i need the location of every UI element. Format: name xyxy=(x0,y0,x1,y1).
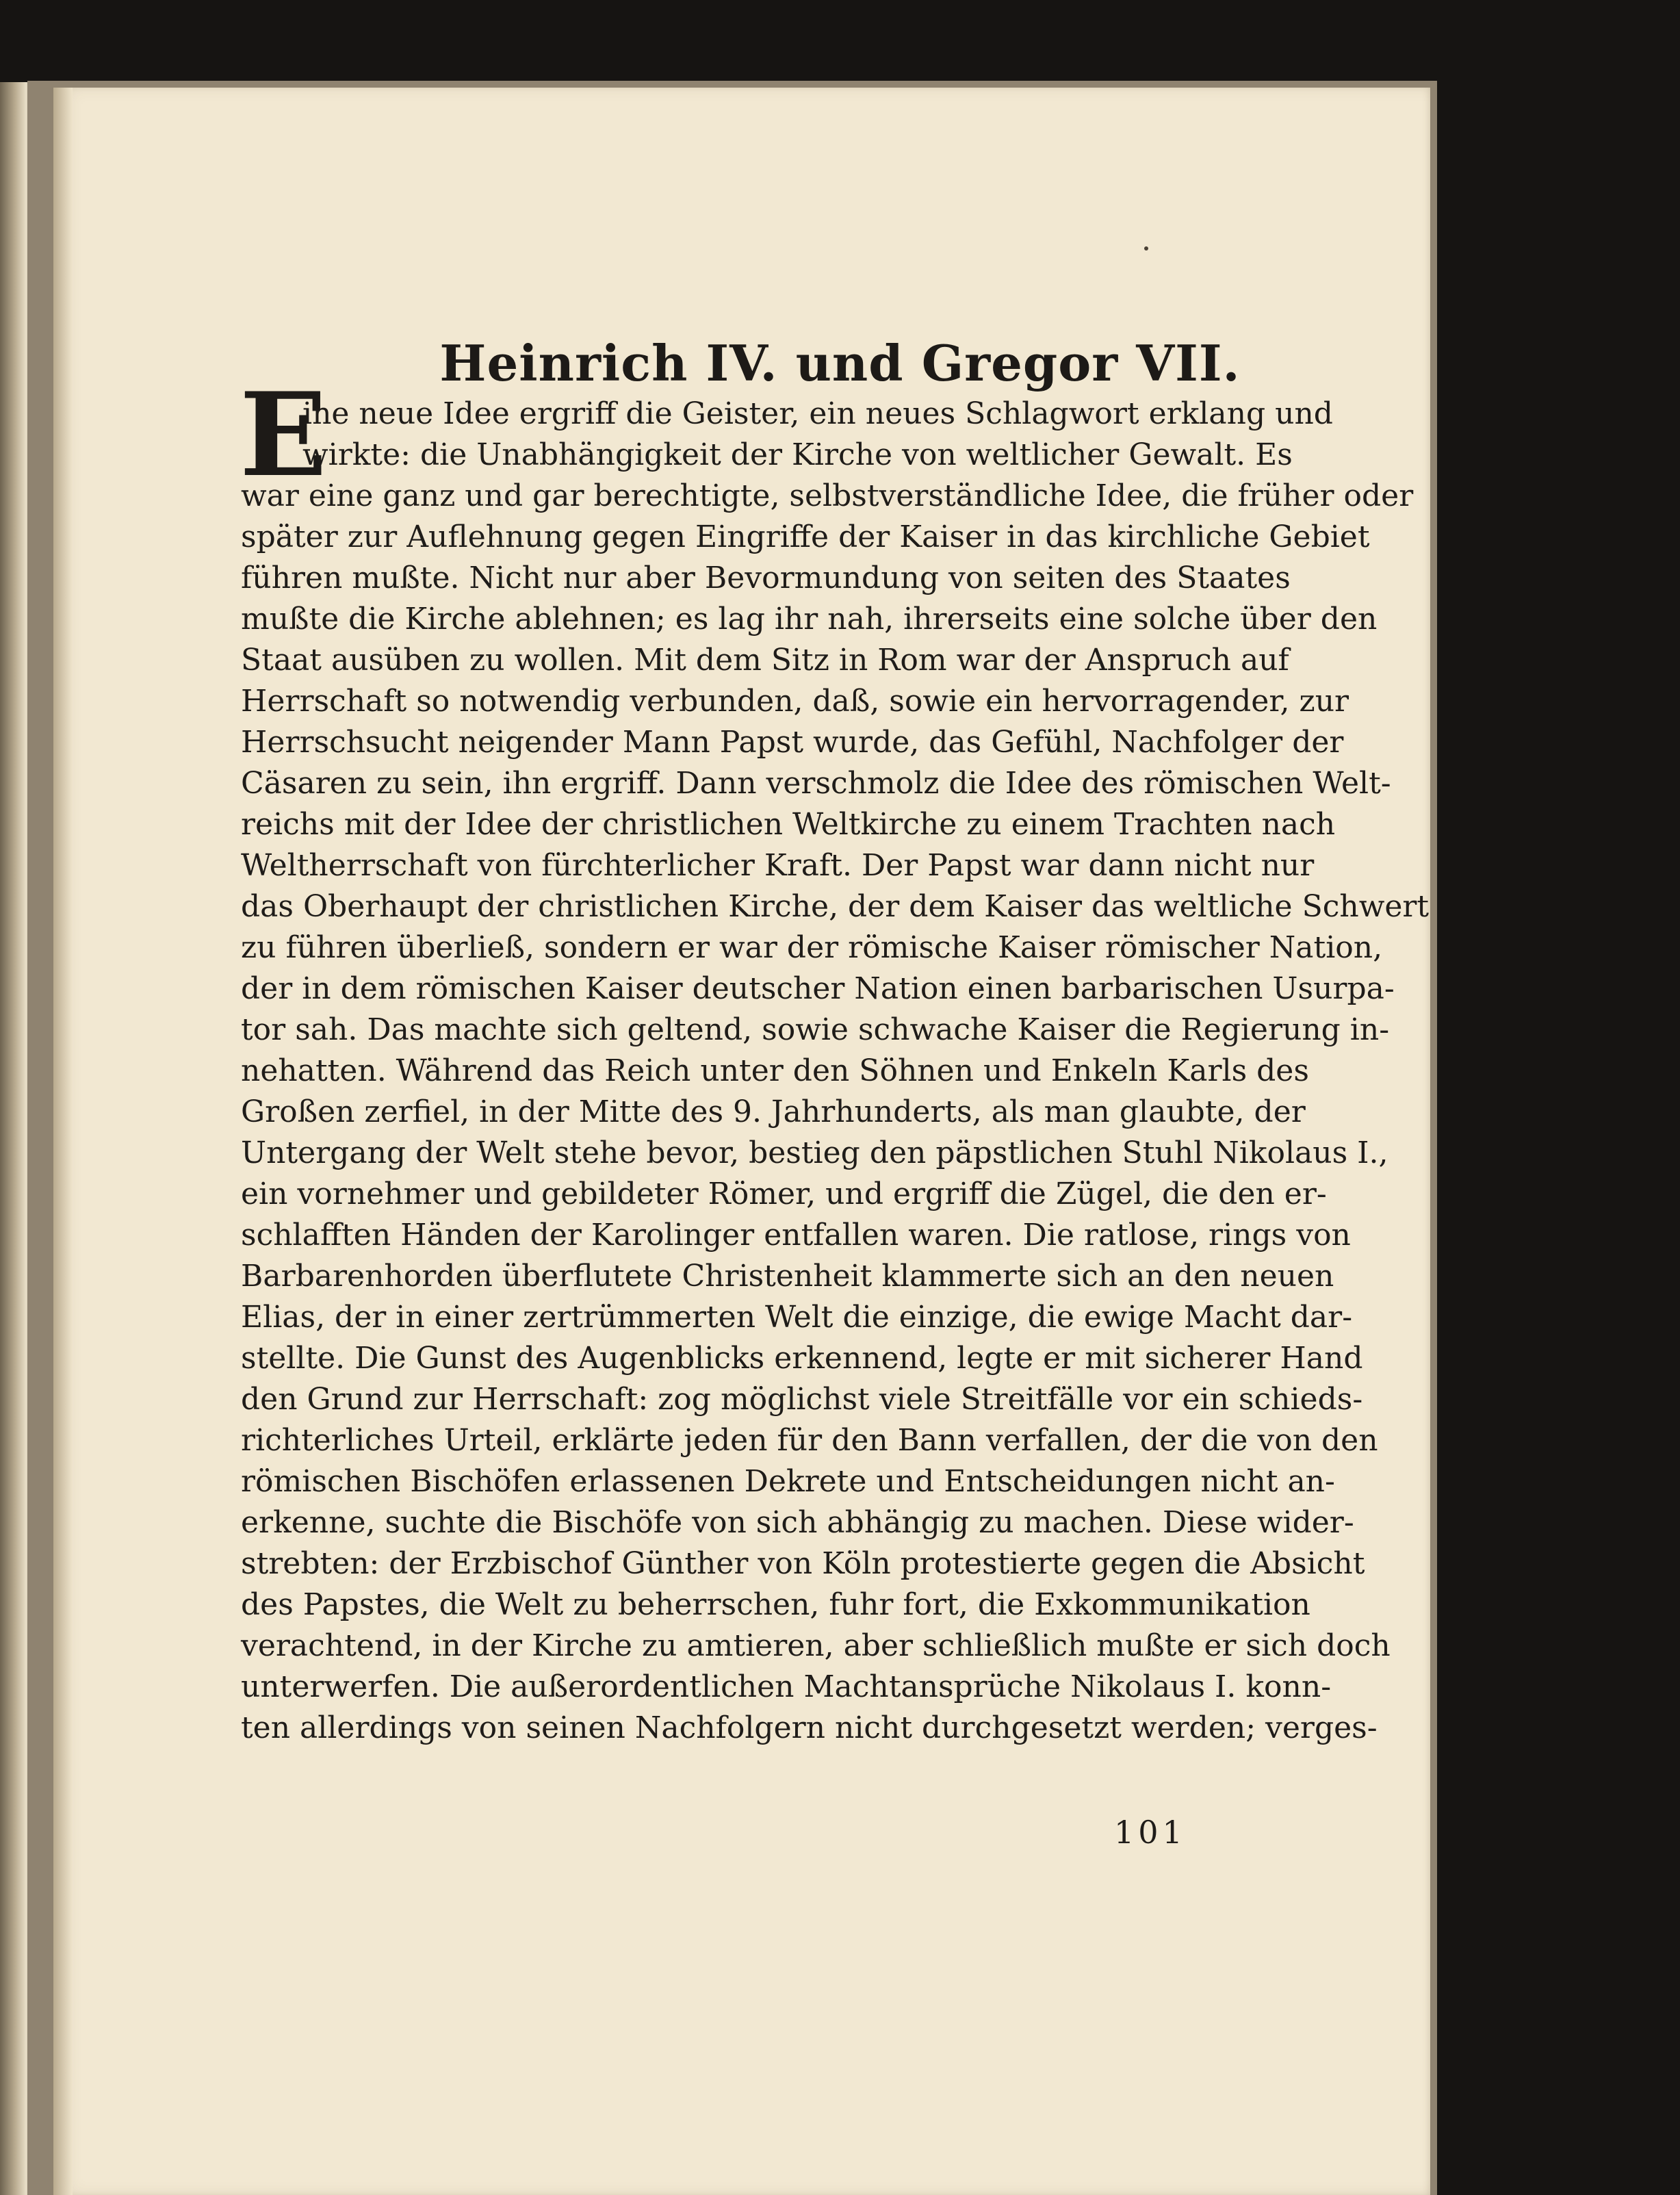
text-line: Weltherrschaft von fürchterlicher Kraft. Der Papst war dann nicht nur xyxy=(241,848,1315,883)
text-line: führen mußte. Nicht nur aber Bevormundung von seiten des Staates xyxy=(241,561,1291,595)
page-number: 101 xyxy=(1114,1814,1187,1851)
text-line: war eine ganz und gar berechtigte, selbstverständliche Idee, die früher oder xyxy=(241,478,1414,513)
drop-cap: E xyxy=(240,367,328,502)
text-line: Cäsaren zu sein, ihn ergriff. Dann verschmolz die Idee des römischen Welt- xyxy=(241,766,1391,801)
paper-speck xyxy=(1144,246,1148,251)
text-line: zu führen überließ, sondern er war der römische Kaiser römischer Nation, xyxy=(241,930,1383,965)
text-line: tor sah. Das machte sich geltend, sowie schwache Kaiser die Regierung in- xyxy=(241,1012,1390,1047)
text-line: der in dem römischen Kaiser deutscher Nation einen barbarischen Usurpa- xyxy=(241,971,1395,1006)
page-gutter xyxy=(53,88,73,2195)
text-line: Herrschaft so notwendig verbunden, daß, sowie ein hervorragender, zur xyxy=(241,684,1349,719)
text-line: später zur Auflehnung gegen Eingriffe der Kaiser in das kirchliche Gebiet xyxy=(241,519,1370,554)
text-line: ten allerdings von seinen Nachfolgern nicht durchgesetzt werden; verges- xyxy=(241,1710,1378,1745)
text-line: des Papstes, die Welt zu beherrschen, fuhr fort, die Exkommunikation xyxy=(241,1587,1310,1622)
text-line: Großen zerfiel, in der Mitte des 9. Jahrhunderts, als man glaubte, der xyxy=(241,1094,1306,1129)
text-line: Staat ausüben zu wollen. Mit dem Sitz in Rom war der Anspruch auf xyxy=(241,643,1289,678)
text-line: den Grund zur Herrschaft: zog möglichst viele Streitfälle vor ein schieds- xyxy=(241,1382,1363,1417)
chapter-title: Heinrich IV. und Gregor VII. xyxy=(439,334,1241,393)
text-line: erkenne, suchte die Bischöfe von sich abhängig zu machen. Diese wider- xyxy=(241,1505,1354,1540)
text-line: Elias, der in einer zertrümmerten Welt die einzige, die ewige Macht dar- xyxy=(241,1300,1353,1335)
text-line: ine neue Idee ergriff die Geister, ein neues Schlagwort erklang und xyxy=(302,396,1333,431)
text-line: mußte die Kirche ablehnen; es lag ihr nah, ihrerseits eine solche über den xyxy=(241,602,1378,637)
text-line: Untergang der Welt stehe bevor, bestieg den päpstlichen Stuhl Nikolaus I., xyxy=(241,1135,1388,1170)
text-line: stellte. Die Gunst des Augenblicks erkennend, legte er mit sicherer Hand xyxy=(241,1341,1363,1376)
text-line: verachtend, in der Kirche zu amtieren, aber schließlich mußte er sich doch xyxy=(241,1628,1391,1663)
text-line: Herrschsucht neigender Mann Papst wurde, das Gefühl, Nachfolger der xyxy=(241,725,1344,760)
text-line: unterwerfen. Die außerordentlichen Machtansprüche Nikolaus I. konn- xyxy=(241,1669,1332,1704)
text-line: strebten: der Erzbischof Günther von Köln protestierte gegen die Absicht xyxy=(241,1546,1365,1581)
text-line: das Oberhaupt der christlichen Kirche, der dem Kaiser das weltliche Schwert xyxy=(241,889,1430,924)
text-line: nehatten. Während das Reich unter den Söhnen und Enkeln Karls des xyxy=(241,1053,1309,1088)
text-line: römischen Bischöfen erlassenen Dekrete und Entscheidungen nicht an- xyxy=(241,1464,1335,1499)
text-line: reichs mit der Idee der christlichen Weltkirche zu einem Trachten nach xyxy=(241,807,1336,842)
text-line: wirkte: die Unabhängigkeit der Kirche von weltlicher Gewalt. Es xyxy=(302,437,1293,472)
text-line: Barbarenhorden überflutete Christenheit klammerte sich an den neuen xyxy=(241,1259,1334,1294)
text-line: ein vornehmer und gebildeter Römer, und ergriff die Zügel, die den er- xyxy=(241,1177,1327,1211)
text-line: schlafften Händen der Karolinger entfallen waren. Die ratlose, rings von xyxy=(241,1218,1351,1253)
text-line: richterliches Urteil, erklärte jeden für den Bann verfallen, der die von den xyxy=(241,1423,1378,1458)
